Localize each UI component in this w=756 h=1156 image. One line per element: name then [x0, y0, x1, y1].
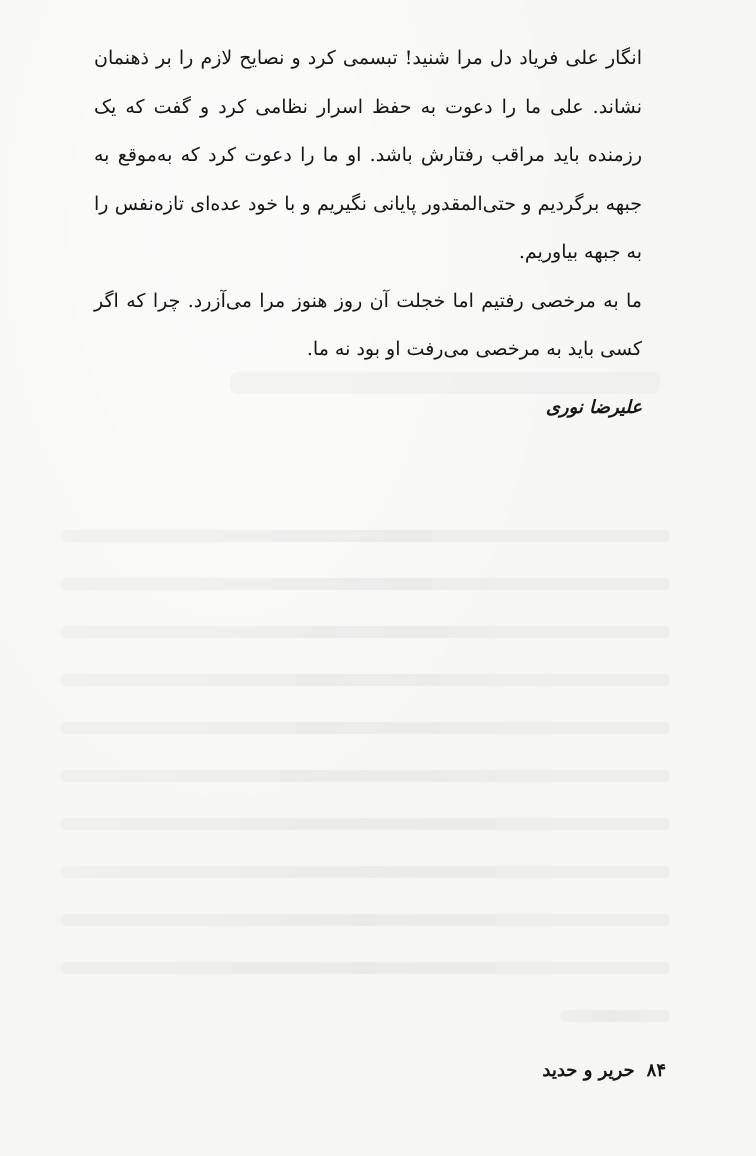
- paragraph-1: انگار علی فریاد دل مرا شنید! تبسمی کرد و نصایح لازم را بر ذهنمان نشاند. علی ما را دعوت به حفظ اسرار نظامی کرد و گفت که یک رزمنده باید مراقب رفتارش باشد. او ما را دعوت کرد که به‌موقع به جبهه برگردیم و حتی‌المقدور پایانی نگیریم و با خود عده‌ای تازه‌نفس را به جبهه بیاوریم.: [94, 47, 642, 263]
- bleed-through-line: [60, 530, 670, 542]
- page-number: ۸۴: [646, 1060, 666, 1081]
- page-footer: [542, 1054, 666, 1088]
- author-signature: علیرضا نوری: [545, 397, 642, 418]
- paragraph-2: ما به مرخصی رفتیم اما خجلت آن روز هنوز مرا می‌آزرد. چرا که اگر کسی باید به مرخصی می‌رفت او بود نه ما.: [94, 289, 642, 360]
- bleed-through-line: [60, 914, 670, 926]
- bleed-through-line: [60, 674, 670, 686]
- body-text: [94, 34, 642, 374]
- bleed-through-line: [60, 578, 670, 590]
- bleed-through-line: [60, 866, 670, 878]
- book-title: حریر و حدید: [542, 1060, 635, 1081]
- bleed-through-line: [560, 1010, 670, 1022]
- bleed-through-line: [60, 626, 670, 638]
- bleed-through-line: [60, 722, 670, 734]
- bleed-through-line: [60, 818, 670, 830]
- bleed-through-line: [60, 962, 670, 974]
- bleed-through-line: [60, 770, 670, 782]
